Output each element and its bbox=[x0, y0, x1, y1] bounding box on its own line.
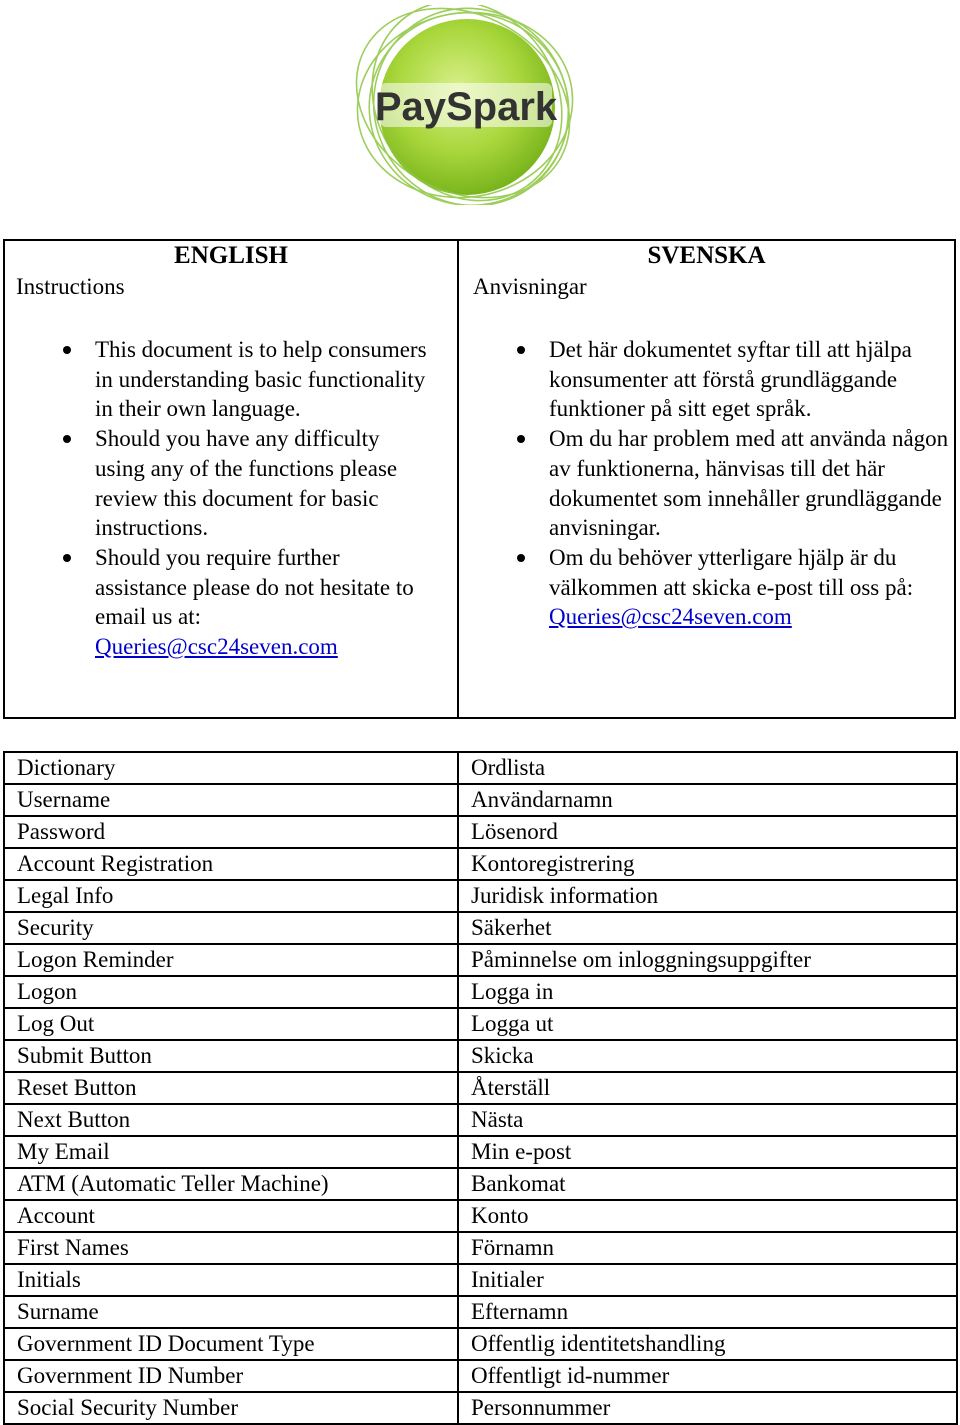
english-term: Dictionary bbox=[4, 752, 458, 784]
table-row bbox=[4, 1392, 957, 1424]
email-link[interactable]: Queries@csc24seven.com bbox=[95, 634, 338, 660]
table-row bbox=[4, 1200, 957, 1232]
table-row bbox=[4, 944, 957, 976]
english-term: Submit Button bbox=[4, 1040, 458, 1072]
swedish-term: Återställ bbox=[458, 1072, 957, 1104]
english-column bbox=[5, 241, 459, 717]
svenska-bullet-list bbox=[517, 335, 957, 632]
table-row bbox=[4, 1008, 957, 1040]
table-row bbox=[4, 1232, 957, 1264]
payspark-logo bbox=[345, 5, 585, 205]
swedish-term: Ordlista bbox=[458, 752, 957, 784]
swedish-term: Personnummer bbox=[458, 1392, 957, 1424]
swedish-term: Logga in bbox=[458, 976, 957, 1008]
instructions-table bbox=[3, 239, 956, 719]
english-term: Logon Reminder bbox=[4, 944, 458, 976]
table-row bbox=[4, 1104, 957, 1136]
logo-text: PaySpark bbox=[374, 85, 558, 129]
table-row bbox=[4, 976, 957, 1008]
english-term: Government ID Document Type bbox=[4, 1328, 458, 1360]
english-term: ATM (Automatic Teller Machine) bbox=[4, 1168, 458, 1200]
table-row bbox=[4, 848, 957, 880]
email-link[interactable]: Queries@csc24seven.com bbox=[549, 604, 792, 630]
svenska-column bbox=[459, 241, 954, 717]
swedish-term: Juridisk information bbox=[458, 880, 957, 912]
payspark-logo-graphic bbox=[345, 5, 585, 205]
english-term: Security bbox=[4, 912, 458, 944]
english-bullet-list bbox=[63, 335, 433, 662]
list-item: This document is to help consumers in understanding basic functionality in their own language. bbox=[63, 335, 433, 424]
swedish-term: Efternamn bbox=[458, 1296, 957, 1328]
english-term: Legal Info bbox=[4, 880, 458, 912]
swedish-term: Logga ut bbox=[458, 1008, 957, 1040]
swedish-term: Offentlig identitetshandling bbox=[458, 1328, 957, 1360]
table-row bbox=[4, 1040, 957, 1072]
swedish-term: Påminnelse om inloggningsuppgifter bbox=[458, 944, 957, 976]
table-row bbox=[4, 784, 957, 816]
swedish-term: Förnamn bbox=[458, 1232, 957, 1264]
table-row bbox=[4, 752, 957, 784]
swedish-term: Min e-post bbox=[458, 1136, 957, 1168]
english-term: Log Out bbox=[4, 1008, 458, 1040]
english-term: Logon bbox=[4, 976, 458, 1008]
swedish-term: Kontoregistrering bbox=[458, 848, 957, 880]
swedish-term: Skicka bbox=[458, 1040, 957, 1072]
table-row bbox=[4, 1296, 957, 1328]
swedish-term: Nästa bbox=[458, 1104, 957, 1136]
table-row bbox=[4, 880, 957, 912]
dictionary-table bbox=[3, 751, 958, 1425]
swedish-term: Offentligt id-nummer bbox=[458, 1360, 957, 1392]
english-heading: ENGLISH bbox=[174, 242, 288, 269]
list-item: Det här dokumentet syftar till att hjälpa konsumenter att förstå grundläggande funktioner på sitt eget språk. bbox=[517, 335, 957, 424]
english-term: My Email bbox=[4, 1136, 458, 1168]
list-item: Om du behöver ytterligare hjälp är du välkommen att skicka e-post till oss på: Queries@csc24seven.com bbox=[517, 543, 957, 632]
swedish-term: Konto bbox=[458, 1200, 957, 1232]
table-row bbox=[4, 1360, 957, 1392]
english-term: Social Security Number bbox=[4, 1392, 458, 1424]
english-term: Surname bbox=[4, 1296, 458, 1328]
swedish-term: Lösenord bbox=[458, 816, 957, 848]
table-row bbox=[4, 1328, 957, 1360]
english-term: Username bbox=[4, 784, 458, 816]
swedish-term: Användarnamn bbox=[458, 784, 957, 816]
english-term: Initials bbox=[4, 1264, 458, 1296]
table-row bbox=[4, 1072, 957, 1104]
svenska-subheading: Anvisningar bbox=[473, 274, 587, 299]
list-item: Should you require further assistance please do not hesitate to email us at: Queries@csc24seven.com bbox=[63, 543, 433, 662]
swedish-term: Bankomat bbox=[458, 1168, 957, 1200]
english-term: Account Registration bbox=[4, 848, 458, 880]
english-term: Government ID Number bbox=[4, 1360, 458, 1392]
english-term: Reset Button bbox=[4, 1072, 458, 1104]
svenska-heading: SVENSKA bbox=[647, 242, 766, 269]
table-row bbox=[4, 816, 957, 848]
english-term: Next Button bbox=[4, 1104, 458, 1136]
english-term: Account bbox=[4, 1200, 458, 1232]
swedish-term: Säkerhet bbox=[458, 912, 957, 944]
table-row bbox=[4, 1168, 957, 1200]
table-row bbox=[4, 912, 957, 944]
english-subheading: Instructions bbox=[16, 274, 125, 299]
list-item: Om du har problem med att använda någon av funktionerna, hänvisas till det här dokumentet som innehåller grundläggande anvisningar. bbox=[517, 424, 957, 543]
table-row bbox=[4, 1264, 957, 1296]
list-item: Should you have any difficulty using any of the functions please review this document for basic instructions. bbox=[63, 424, 433, 543]
swedish-term: Initialer bbox=[458, 1264, 957, 1296]
english-term: First Names bbox=[4, 1232, 458, 1264]
table-row bbox=[4, 1136, 957, 1168]
english-term: Password bbox=[4, 816, 458, 848]
